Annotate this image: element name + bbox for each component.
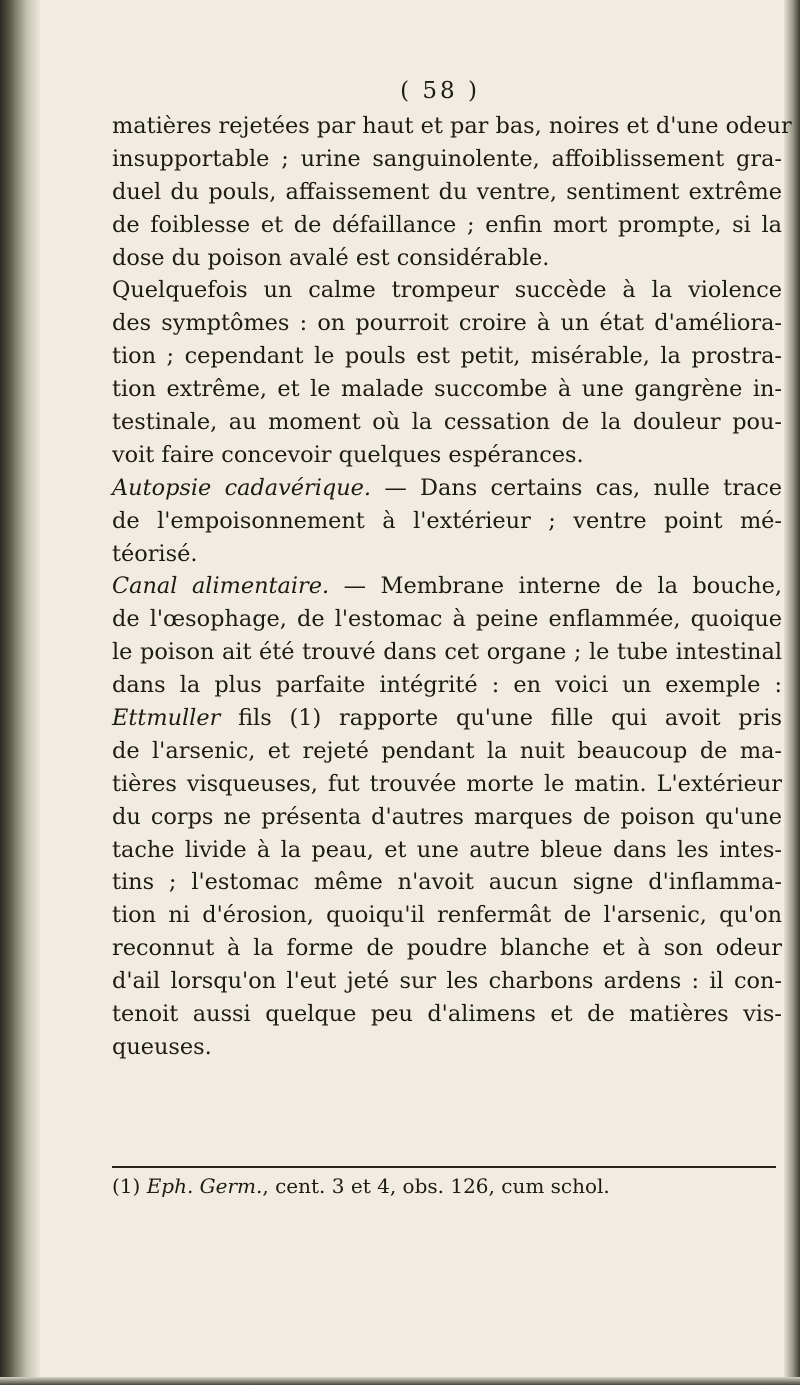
footnote-run: , cent. 3 et 4, obs. 126, cum schol. bbox=[262, 1174, 610, 1198]
text-run: queuses. bbox=[112, 1033, 212, 1060]
text-run: tins ; l'estomac même n'avoit aucun signe d'inflamma- bbox=[112, 869, 782, 896]
text-line bbox=[112, 242, 782, 275]
text-line bbox=[112, 998, 782, 1031]
text-run: duel du pouls, affaissement du ventre, sentiment extrême bbox=[112, 178, 782, 205]
text-run: tion extrême, et le malade succombe à une gangrène in- bbox=[112, 376, 782, 403]
text-line bbox=[112, 965, 782, 998]
text-line bbox=[112, 505, 782, 538]
footnote-rule bbox=[112, 1166, 776, 1168]
text-run: — Membrane interne de la bouche, bbox=[329, 573, 783, 600]
italic-run: Ettmuller bbox=[112, 705, 221, 732]
text-run: — Dans certains cas, nulle trace bbox=[371, 474, 782, 501]
text-line bbox=[112, 274, 782, 307]
text-run: de l'œsophage, de l'estomac à peine enflammée, quoique bbox=[112, 606, 782, 633]
text-line bbox=[112, 603, 782, 636]
text-line bbox=[112, 669, 782, 702]
text-run: tache livide à la peau, et une autre bleue dans les intes- bbox=[112, 836, 782, 863]
footnote bbox=[112, 1172, 800, 1200]
text-run: de foiblesse et de défaillance ; enfin mort prompte, si la bbox=[112, 211, 782, 238]
text-line bbox=[112, 472, 782, 505]
text-run: d'ail lorsqu'on l'eut jeté sur les charbons ardens : il con- bbox=[112, 968, 782, 995]
text-run: dose du poison avalé est considérable. bbox=[112, 244, 550, 271]
text-run: de l'empoisonnement à l'extérieur ; ventre point mé- bbox=[112, 507, 782, 534]
text-run: matières rejetées par haut et par bas, noires et d'une odeur bbox=[112, 113, 792, 139]
text-run: testinale, au moment où la cessation de la douleur pou- bbox=[112, 409, 782, 436]
text-line bbox=[112, 636, 782, 669]
text-run: tenoit aussi quelque peu d'alimens et de matières vis- bbox=[112, 1001, 782, 1028]
text-line bbox=[112, 702, 782, 735]
text-line bbox=[112, 209, 782, 242]
book-binding-left bbox=[0, 0, 40, 1385]
body-text bbox=[112, 110, 792, 1064]
text-run: téorisé. bbox=[112, 540, 198, 567]
text-line bbox=[112, 932, 782, 965]
text-line bbox=[112, 801, 782, 834]
text-line bbox=[112, 866, 782, 899]
text-run: tion ; cependant le pouls est petit, misérable, la prostra- bbox=[112, 343, 782, 370]
text-run: voit faire concevoir quelques espérances. bbox=[112, 441, 584, 468]
text-run: des symptômes : on pourroit croire à un état d'améliora- bbox=[112, 310, 782, 337]
text-line bbox=[112, 768, 782, 801]
text-line bbox=[112, 439, 782, 472]
text-run: de l'arsenic, et rejeté pendant la nuit beaucoup de ma- bbox=[112, 737, 782, 764]
text-line bbox=[112, 834, 782, 867]
text-line bbox=[112, 538, 782, 571]
text-run: insupportable ; urine sanguinolente, affoiblissement gra- bbox=[112, 145, 782, 172]
text-line bbox=[112, 340, 782, 373]
italic-run: Canal alimentaire. bbox=[112, 573, 330, 600]
italic-run: Autopsie cadavérique. bbox=[112, 474, 372, 501]
text-run: fils (1) rapporte qu'une fille qui avoit pris bbox=[220, 705, 782, 732]
text-line bbox=[112, 1031, 782, 1064]
text-line bbox=[112, 110, 792, 143]
text-line bbox=[112, 176, 782, 209]
footnote-run: (1) bbox=[112, 1174, 147, 1198]
text-run: tières visqueuses, fut trouvée morte le matin. L'extérieur bbox=[112, 770, 782, 797]
text-run: reconnut à la forme de poudre blanche et à son odeur bbox=[112, 935, 782, 962]
text-run: du corps ne présenta d'autres marques de poison qu'une bbox=[112, 803, 782, 830]
text-line bbox=[112, 570, 782, 603]
book-edge-bottom bbox=[0, 1377, 800, 1385]
text-run: dans la plus parfaite intégrité : en voici un exemple : bbox=[112, 672, 782, 699]
text-line bbox=[112, 143, 782, 176]
text-run: tion ni d'érosion, quoiqu'il renfermât de l'arsenic, qu'on bbox=[112, 902, 782, 929]
text-line bbox=[112, 406, 782, 439]
text-line bbox=[112, 735, 782, 768]
text-run: Quelquefois un calme trompeur succède à la violence bbox=[112, 277, 782, 304]
text-line bbox=[112, 373, 782, 406]
page-number: ( 58 ) bbox=[400, 78, 480, 104]
text-line bbox=[112, 899, 782, 932]
footnote-italic-run: Eph. Germ. bbox=[146, 1174, 263, 1198]
text-line bbox=[112, 307, 782, 340]
text-run: le poison ait été trouvé dans cet organe ; le tube intestinal bbox=[112, 639, 782, 666]
